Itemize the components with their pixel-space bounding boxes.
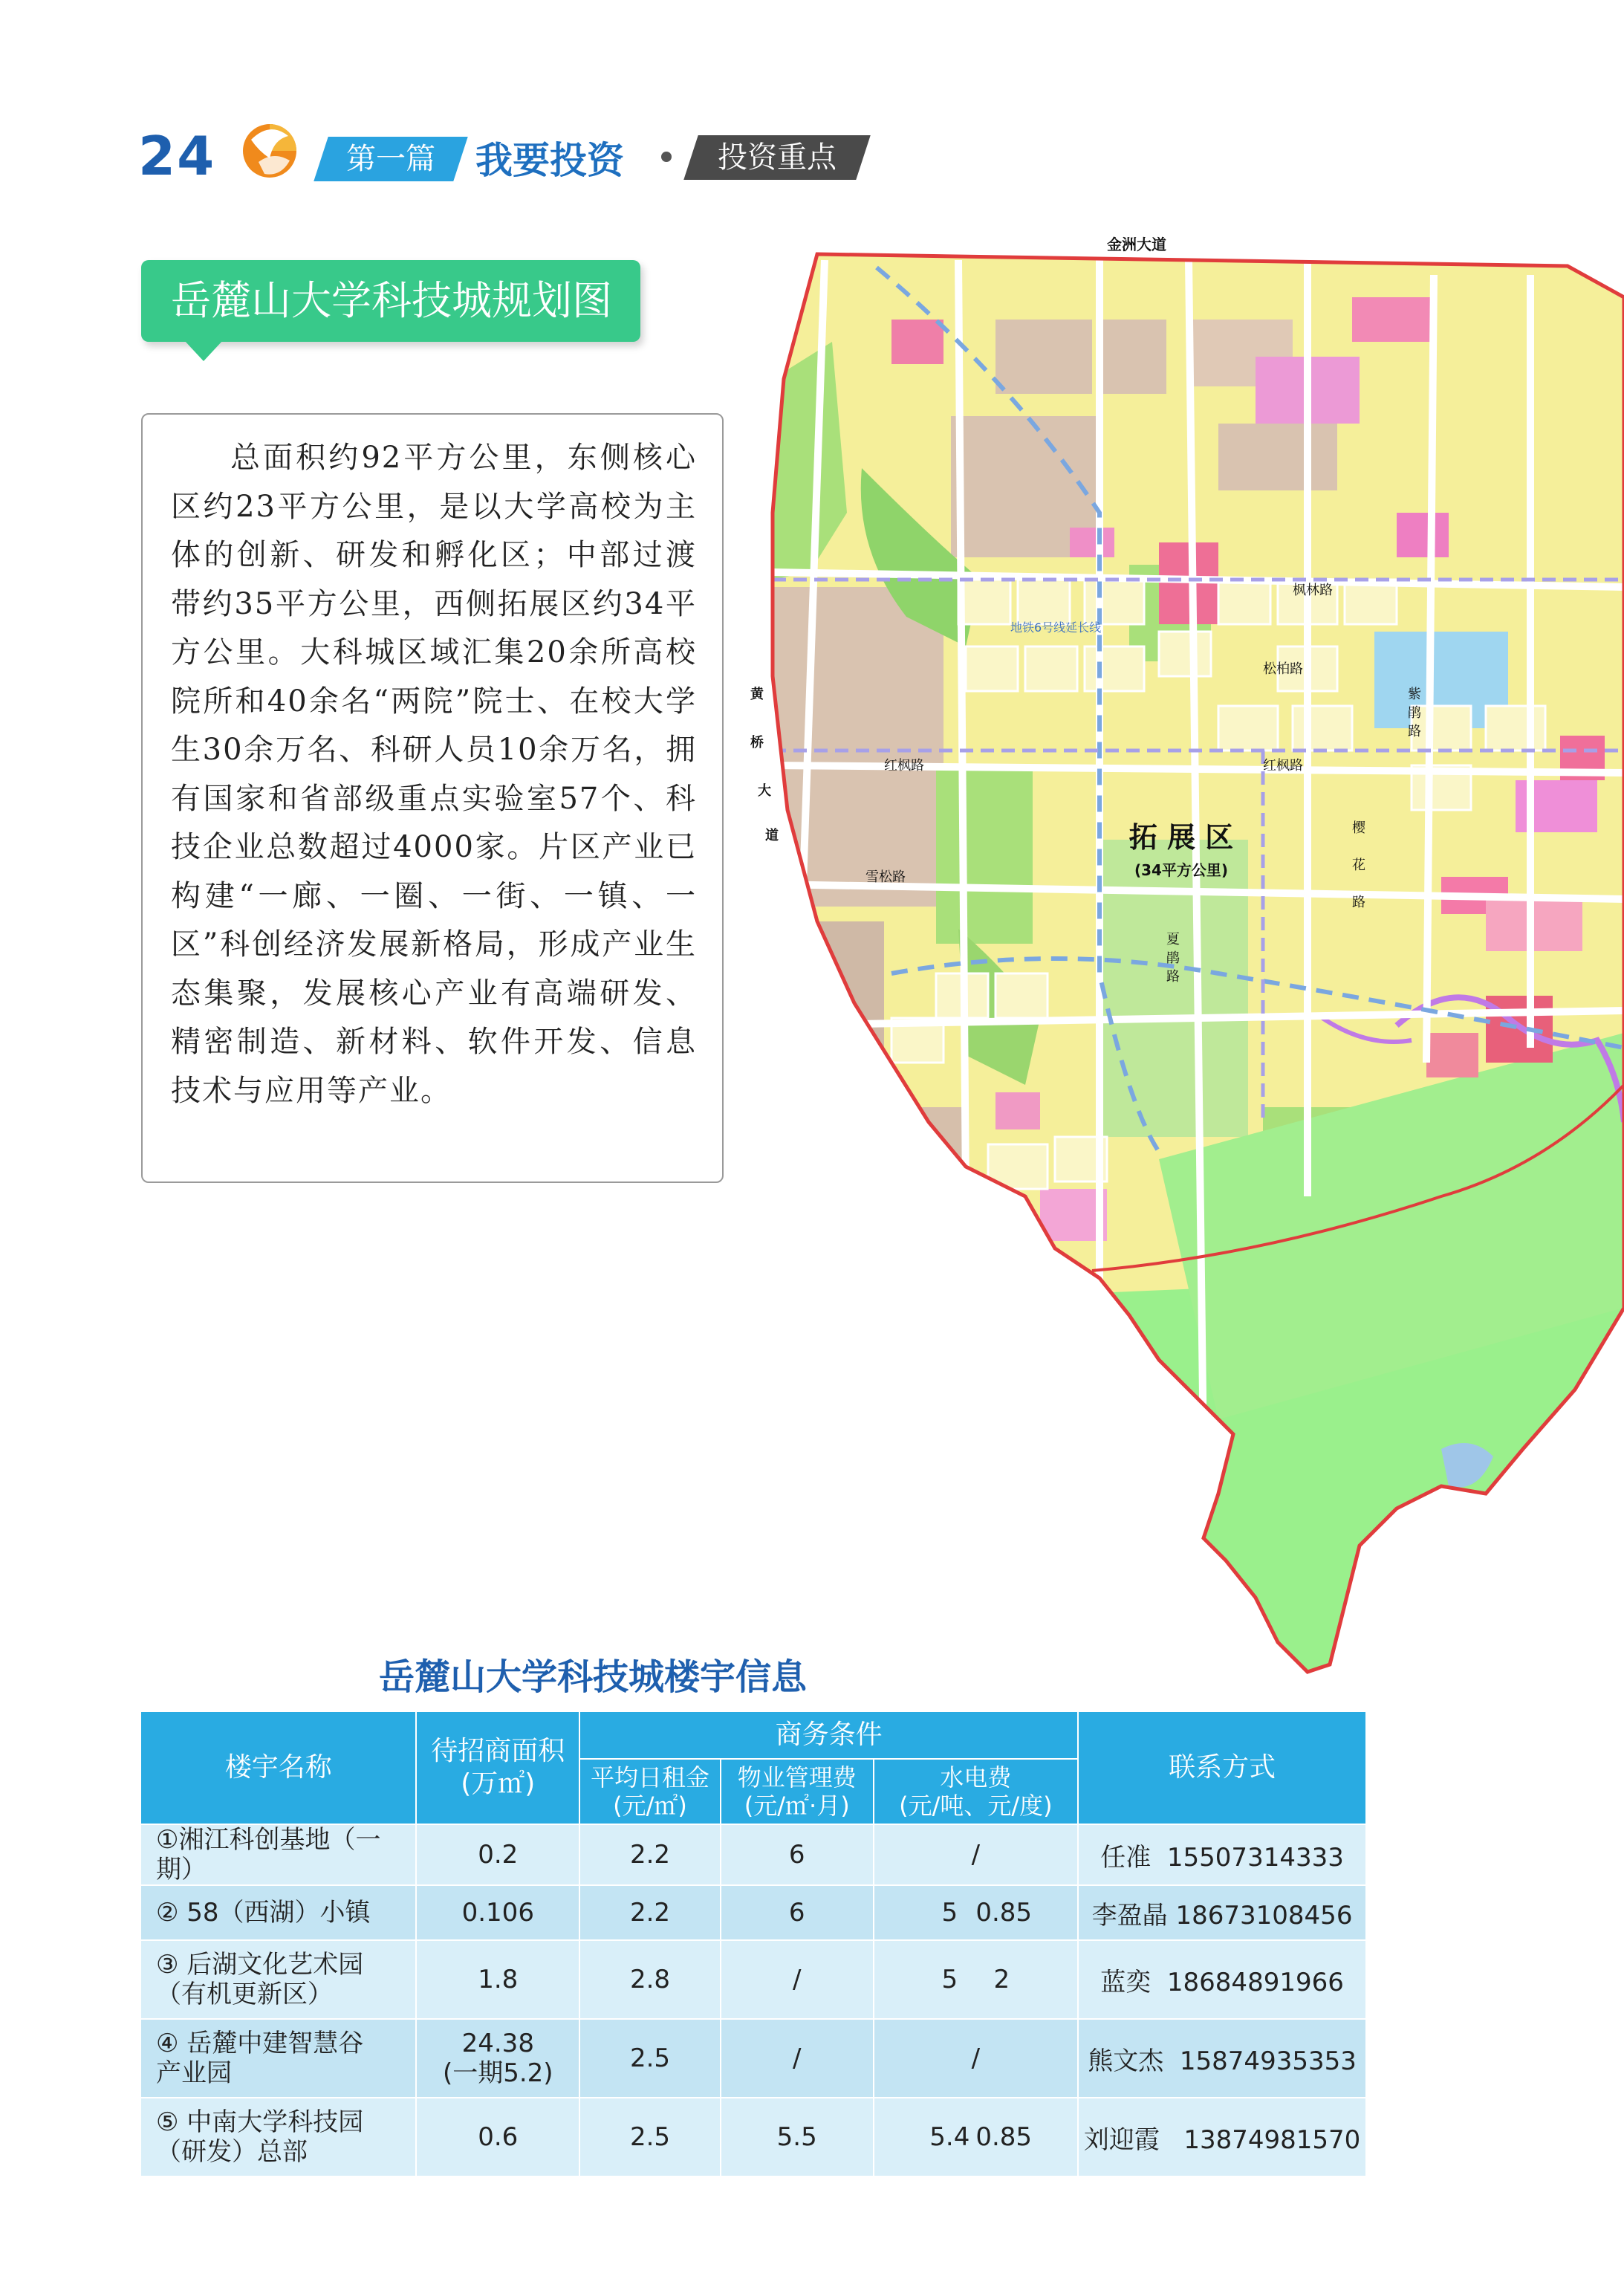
building-name: ⑤ 中南大学科技园 （研发）总部 xyxy=(140,2098,416,2176)
header-building-name: 楼宇名称 xyxy=(140,1711,416,1824)
road-label-xiajuan-3: 路 xyxy=(1166,969,1180,985)
daily-rent: 2.5 xyxy=(579,2019,721,2098)
metro-line-label: 地铁6号线延长线 xyxy=(1010,620,1102,635)
intro-paragraph: 总面积约92平方公里，东侧核心区约23平方公里，是以大学高校为主体的创新、研发和孵化区；中部过渡带约35平方公里，西侧拓展区约34平方公里。大科城区域汇集20余所高校院所和40余名“两院”院士、在校大学生30余万名、科研人员10余万名，拥有国家和省部级重点实验室57个、科技企业总数超过4000家。片区产业已构建“一廊、一圈、一街、一镇、一区”科创经济发展新格局，形成产业生态集聚，发展核心产业有高端研发、精密制造、新材料、软件开发、信息技术与应用等产业。 xyxy=(171,441,697,1108)
contact xyxy=(1078,1824,1366,1885)
zone-name-label: 拓 展 区 xyxy=(1128,821,1234,854)
management-fee: / xyxy=(721,2019,874,2098)
daily-rent: 2.2 xyxy=(579,1824,721,1885)
building-name: ③ 后湖文化艺术园 （有机更新区） xyxy=(140,1940,416,2019)
utility-fee xyxy=(874,1824,1079,1885)
utility-fee xyxy=(874,2098,1079,2176)
header-daily-rent: 平均日租金 (元/㎡) xyxy=(579,1759,721,1824)
power-fee: 2 xyxy=(993,1965,1010,1994)
daily-rent: 2.2 xyxy=(579,1885,721,1940)
power-fee: 0.85 xyxy=(975,2122,1033,2152)
header-utility-fee: 水电费 (元/吨、元/度) xyxy=(874,1759,1079,1824)
map-land-use xyxy=(743,230,1624,1679)
separator-dot xyxy=(661,152,672,162)
contact-person: 任准 xyxy=(1100,1842,1152,1873)
utility-fee xyxy=(874,1885,1079,1940)
road-label-ziying-2: 鹃 xyxy=(1408,705,1421,721)
vacant-area: 1.8 xyxy=(416,1940,579,2019)
contact-phone: 15507314333 xyxy=(1166,1842,1344,1873)
section-title: 岳麓山大学科技城规划图 xyxy=(141,260,640,342)
planning-map xyxy=(743,230,1624,1679)
road-label-huangqiao-2: 桥 xyxy=(750,735,764,751)
road-label-huangqiao-4: 道 xyxy=(765,828,779,843)
table-title: 岳麓山大学科技城楼宇信息 xyxy=(379,1656,808,1698)
building-name: ④ 岳麓中建智慧谷 产业园 xyxy=(140,2019,416,2098)
road-label-xiajuan-1: 夏 xyxy=(1166,932,1180,947)
page-number: 24 xyxy=(138,125,216,187)
road-label-ziying-1: 紫 xyxy=(1408,687,1421,702)
road-label-hongfeng-west: 红枫路 xyxy=(884,758,924,774)
contact-person: 蓝奕 xyxy=(1100,1967,1152,1997)
intro-textbox xyxy=(141,413,724,1183)
header-management-fee: 物业管理费 (元/㎡·月) xyxy=(721,1759,874,1824)
road-label-ziying-3: 路 xyxy=(1408,724,1421,739)
zone-area-label: (34平方公里) xyxy=(1134,861,1229,879)
contact xyxy=(1078,2019,1366,2098)
table-row xyxy=(140,1885,1366,1940)
contact-person: 李盈晶 xyxy=(1091,1900,1168,1931)
contact-phone: 15874935353 xyxy=(1179,2046,1357,2076)
vacant-area: 0.2 xyxy=(416,1824,579,1885)
utility-fee xyxy=(874,2019,1079,2098)
header-vacant-area: 待招商面积 (万㎡) xyxy=(416,1711,579,1824)
daily-rent: 2.5 xyxy=(579,2098,721,2176)
road-label-huangqiao-1: 黄 xyxy=(750,687,764,702)
road-label-xiajuan-2: 鹃 xyxy=(1166,950,1180,966)
contact xyxy=(1078,1885,1366,1940)
road-label-top: 金洲大道 xyxy=(1107,236,1166,253)
contact xyxy=(1078,1940,1366,2019)
road-label-yinghua-3: 路 xyxy=(1352,895,1365,910)
building-name: ② 58（西湖）小镇 xyxy=(140,1885,416,1940)
section-title-pointer xyxy=(184,340,223,361)
road-label-yinghua-2: 花 xyxy=(1352,858,1365,873)
contact-phone: 13874981570 xyxy=(1183,2124,1361,2155)
contact xyxy=(1078,2098,1366,2176)
table-row xyxy=(140,1940,1366,2019)
table-row xyxy=(140,2098,1366,2176)
utility-fee xyxy=(874,1940,1079,2019)
management-fee: 6 xyxy=(721,1885,874,1940)
water-fee: 5.4 xyxy=(929,2122,970,2152)
road-label-huangqiao-3: 大 xyxy=(758,783,771,799)
road-label-hongfeng-east: 红枫路 xyxy=(1263,758,1303,774)
water-fee: 5 xyxy=(941,1898,958,1928)
vacant-area: 0.106 xyxy=(416,1885,579,1940)
road-label-fenglin: 枫林路 xyxy=(1293,583,1333,598)
road-label-xuesong: 雪松路 xyxy=(865,869,906,885)
management-fee: 6 xyxy=(721,1824,874,1885)
vacant-area: 0.6 xyxy=(416,2098,579,2176)
building-name: ①湘江科创基地（一期） xyxy=(140,1824,416,1885)
road-label-yinghua-1: 樱 xyxy=(1352,820,1365,836)
building-info-table xyxy=(140,1711,1367,2177)
table-row xyxy=(140,2019,1366,2098)
water-fee: 5 xyxy=(941,1965,958,1994)
part-title: 我要投资 xyxy=(475,139,624,182)
water-fee: / xyxy=(971,1840,981,1870)
vacant-area: 24.38 (一期5.2) xyxy=(416,2019,579,2098)
logo-icon xyxy=(236,117,303,184)
contact-phone: 18684891966 xyxy=(1166,1967,1344,1997)
road-label-songbai: 松柏路 xyxy=(1263,661,1303,677)
water-fee: / xyxy=(971,2043,981,2073)
section-label: 投资重点 xyxy=(683,135,870,180)
table-row xyxy=(140,1824,1366,1885)
contact-phone: 18673108456 xyxy=(1175,1900,1353,1931)
power-fee: 0.85 xyxy=(975,1898,1033,1928)
management-fee: / xyxy=(721,1940,874,2019)
management-fee: 5.5 xyxy=(721,2098,874,2176)
header-contact: 联系方式 xyxy=(1078,1711,1366,1824)
part-label: 第一篇 xyxy=(314,137,467,181)
contact-person: 刘迎霞 xyxy=(1083,2124,1160,2155)
contact-person: 熊文杰 xyxy=(1088,2046,1164,2076)
daily-rent: 2.8 xyxy=(579,1940,721,2019)
header-business-terms: 商务条件 xyxy=(579,1711,1078,1759)
